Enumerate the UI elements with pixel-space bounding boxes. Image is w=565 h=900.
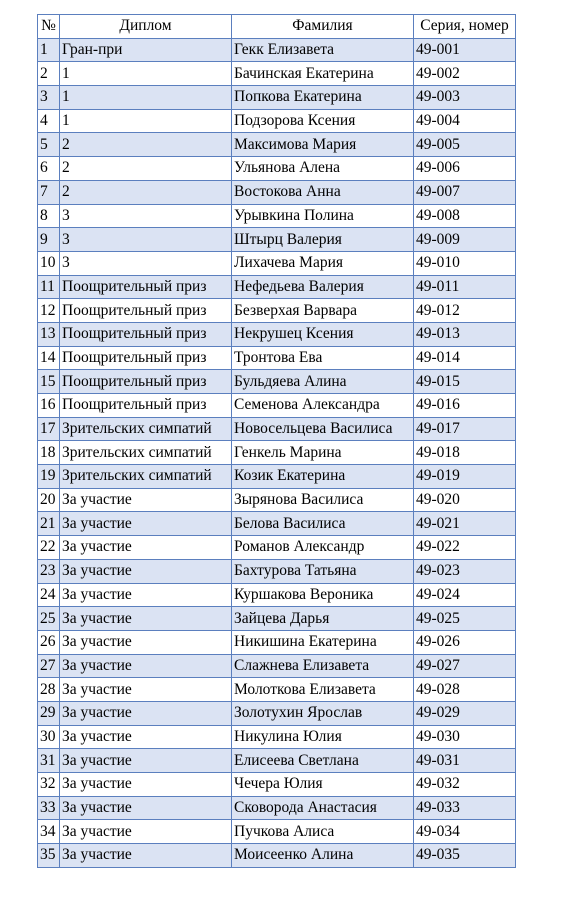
cell-series-number: 49-017 <box>414 417 516 441</box>
cell-number: 6 <box>38 157 60 181</box>
table-body <box>38 38 516 867</box>
cell-series-number: 49-012 <box>414 299 516 323</box>
cell-series-number: 49-033 <box>414 796 516 820</box>
cell-surname: Новосельцева Василиса <box>232 417 414 441</box>
cell-number: 8 <box>38 204 60 228</box>
cell-number: 18 <box>38 441 60 465</box>
table-row <box>38 465 516 489</box>
cell-number: 11 <box>38 275 60 299</box>
cell-surname: Подзорова Ксения <box>232 109 414 133</box>
table-row <box>38 228 516 252</box>
table-row <box>38 322 516 346</box>
cell-number: 25 <box>38 607 60 631</box>
cell-series-number: 49-015 <box>414 370 516 394</box>
cell-diploma: 3 <box>60 251 232 275</box>
cell-series-number: 49-013 <box>414 322 516 346</box>
cell-series-number: 49-005 <box>414 133 516 157</box>
cell-series-number: 49-010 <box>414 251 516 275</box>
cell-series-number: 49-022 <box>414 536 516 560</box>
cell-number: 12 <box>38 299 60 323</box>
table-row <box>38 109 516 133</box>
cell-diploma: Зрительских симпатий <box>60 465 232 489</box>
cell-series-number: 49-008 <box>414 204 516 228</box>
table-row <box>38 796 516 820</box>
cell-diploma: За участие <box>60 725 232 749</box>
table-row <box>38 417 516 441</box>
cell-diploma: За участие <box>60 844 232 868</box>
table-row <box>38 157 516 181</box>
cell-series-number: 49-027 <box>414 654 516 678</box>
cell-surname: Моисеенко Алина <box>232 844 414 868</box>
cell-series-number: 49-026 <box>414 630 516 654</box>
cell-number: 5 <box>38 133 60 157</box>
cell-series-number: 49-024 <box>414 583 516 607</box>
cell-surname: Бульдяева Алина <box>232 370 414 394</box>
cell-diploma: За участие <box>60 654 232 678</box>
cell-diploma: За участие <box>60 820 232 844</box>
cell-surname: Бахтурова Татьяна <box>232 559 414 583</box>
cell-number: 4 <box>38 109 60 133</box>
cell-diploma: За участие <box>60 630 232 654</box>
header-number: № <box>38 15 60 39</box>
cell-surname: Сковорода Анастасия <box>232 796 414 820</box>
cell-series-number: 49-032 <box>414 773 516 797</box>
cell-series-number: 49-025 <box>414 607 516 631</box>
cell-number: 17 <box>38 417 60 441</box>
table-row <box>38 370 516 394</box>
cell-diploma: 2 <box>60 133 232 157</box>
table-row <box>38 536 516 560</box>
table-row <box>38 654 516 678</box>
cell-diploma: За участие <box>60 678 232 702</box>
cell-surname: Белова Василиса <box>232 512 414 536</box>
cell-diploma: Гран-при <box>60 38 232 62</box>
cell-surname: Штырц Валерия <box>232 228 414 252</box>
cell-diploma: За участие <box>60 559 232 583</box>
cell-series-number: 49-031 <box>414 749 516 773</box>
table-row <box>38 394 516 418</box>
cell-surname: Семенова Александра <box>232 394 414 418</box>
cell-number: 21 <box>38 512 60 536</box>
table-row <box>38 133 516 157</box>
cell-diploma: Поощрительный приз <box>60 299 232 323</box>
table-row <box>38 749 516 773</box>
table-row <box>38 38 516 62</box>
cell-number: 26 <box>38 630 60 654</box>
table-row <box>38 701 516 725</box>
cell-surname: Ульянова Алена <box>232 157 414 181</box>
cell-series-number: 49-019 <box>414 465 516 489</box>
cell-number: 20 <box>38 488 60 512</box>
header-surname: Фамилия <box>232 15 414 39</box>
cell-diploma: За участие <box>60 796 232 820</box>
table-row <box>38 275 516 299</box>
header-diploma: Диплом <box>60 15 232 39</box>
cell-number: 35 <box>38 844 60 868</box>
cell-surname: Урывкина Полина <box>232 204 414 228</box>
cell-number: 29 <box>38 701 60 725</box>
table-row <box>38 251 516 275</box>
cell-diploma: 3 <box>60 228 232 252</box>
cell-surname: Козик Екатерина <box>232 465 414 489</box>
cell-diploma: Поощрительный приз <box>60 394 232 418</box>
cell-number: 27 <box>38 654 60 678</box>
cell-surname: Востокова Анна <box>232 180 414 204</box>
cell-surname: Генкель Марина <box>232 441 414 465</box>
cell-surname: Золотухин Ярослав <box>232 701 414 725</box>
cell-number: 1 <box>38 38 60 62</box>
cell-diploma: Поощрительный приз <box>60 275 232 299</box>
cell-surname: Романов Александр <box>232 536 414 560</box>
cell-surname: Молоткова Елизавета <box>232 678 414 702</box>
cell-surname: Слажнева Елизавета <box>232 654 414 678</box>
cell-number: 34 <box>38 820 60 844</box>
table-row <box>38 62 516 86</box>
cell-series-number: 49-001 <box>414 38 516 62</box>
cell-series-number: 49-004 <box>414 109 516 133</box>
cell-series-number: 49-011 <box>414 275 516 299</box>
table-row <box>38 204 516 228</box>
cell-surname: Бачинская Екатерина <box>232 62 414 86</box>
cell-number: 13 <box>38 322 60 346</box>
table-row <box>38 678 516 702</box>
cell-diploma: 3 <box>60 204 232 228</box>
cell-surname: Тронтова Ева <box>232 346 414 370</box>
cell-series-number: 49-007 <box>414 180 516 204</box>
table-row <box>38 607 516 631</box>
cell-number: 23 <box>38 559 60 583</box>
cell-series-number: 49-002 <box>414 62 516 86</box>
cell-diploma: За участие <box>60 607 232 631</box>
cell-number: 7 <box>38 180 60 204</box>
cell-diploma: Зрительских симпатий <box>60 441 232 465</box>
table-header-row <box>38 15 516 39</box>
cell-diploma: За участие <box>60 512 232 536</box>
cell-diploma: За участие <box>60 583 232 607</box>
cell-number: 24 <box>38 583 60 607</box>
cell-surname: Нефедьева Валерия <box>232 275 414 299</box>
table-row <box>38 773 516 797</box>
cell-number: 2 <box>38 62 60 86</box>
cell-series-number: 49-020 <box>414 488 516 512</box>
cell-number: 16 <box>38 394 60 418</box>
cell-series-number: 49-009 <box>414 228 516 252</box>
cell-number: 28 <box>38 678 60 702</box>
table-row <box>38 725 516 749</box>
table-row <box>38 86 516 110</box>
cell-series-number: 49-029 <box>414 701 516 725</box>
table-row <box>38 844 516 868</box>
cell-series-number: 49-003 <box>414 86 516 110</box>
cell-series-number: 49-028 <box>414 678 516 702</box>
cell-diploma: За участие <box>60 773 232 797</box>
cell-series-number: 49-018 <box>414 441 516 465</box>
diploma-table-container <box>37 14 516 868</box>
cell-surname: Зырянова Василиса <box>232 488 414 512</box>
cell-number: 31 <box>38 749 60 773</box>
cell-number: 22 <box>38 536 60 560</box>
cell-diploma: Поощрительный приз <box>60 322 232 346</box>
cell-series-number: 49-016 <box>414 394 516 418</box>
cell-series-number: 49-034 <box>414 820 516 844</box>
cell-diploma: Поощрительный приз <box>60 370 232 394</box>
cell-series-number: 49-035 <box>414 844 516 868</box>
cell-number: 30 <box>38 725 60 749</box>
table-row <box>38 512 516 536</box>
table-row <box>38 559 516 583</box>
cell-series-number: 49-006 <box>414 157 516 181</box>
cell-surname: Некрушец Ксения <box>232 322 414 346</box>
cell-diploma: За участие <box>60 701 232 725</box>
cell-surname: Пучкова Алиса <box>232 820 414 844</box>
cell-surname: Куршакова Вероника <box>232 583 414 607</box>
cell-diploma: 1 <box>60 109 232 133</box>
cell-number: 32 <box>38 773 60 797</box>
cell-diploma: За участие <box>60 536 232 560</box>
cell-number: 9 <box>38 228 60 252</box>
table-row <box>38 488 516 512</box>
table-row <box>38 441 516 465</box>
table-row <box>38 299 516 323</box>
table-row <box>38 630 516 654</box>
cell-diploma: 2 <box>60 157 232 181</box>
cell-series-number: 49-023 <box>414 559 516 583</box>
cell-diploma: 1 <box>60 62 232 86</box>
table-row <box>38 820 516 844</box>
cell-surname: Максимова Мария <box>232 133 414 157</box>
table-row <box>38 180 516 204</box>
cell-series-number: 49-021 <box>414 512 516 536</box>
cell-number: 10 <box>38 251 60 275</box>
cell-diploma: 2 <box>60 180 232 204</box>
cell-surname: Зайцева Дарья <box>232 607 414 631</box>
cell-diploma: Зрительских симпатий <box>60 417 232 441</box>
cell-number: 14 <box>38 346 60 370</box>
cell-series-number: 49-030 <box>414 725 516 749</box>
cell-surname: Лихачева Мария <box>232 251 414 275</box>
cell-surname: Чечера Юлия <box>232 773 414 797</box>
cell-number: 15 <box>38 370 60 394</box>
header-series-number: Серия, номер <box>414 15 516 39</box>
cell-surname: Елисеева Светлана <box>232 749 414 773</box>
cell-surname: Никишина Екатерина <box>232 630 414 654</box>
cell-surname: Попкова Екатерина <box>232 86 414 110</box>
cell-surname: Никулина Юлия <box>232 725 414 749</box>
cell-number: 33 <box>38 796 60 820</box>
cell-diploma: За участие <box>60 749 232 773</box>
cell-diploma: Поощрительный приз <box>60 346 232 370</box>
cell-number: 3 <box>38 86 60 110</box>
cell-number: 19 <box>38 465 60 489</box>
table-row <box>38 346 516 370</box>
table-row <box>38 583 516 607</box>
cell-series-number: 49-014 <box>414 346 516 370</box>
cell-surname: Гекк Елизавета <box>232 38 414 62</box>
diploma-table <box>37 14 516 868</box>
cell-surname: Безверхая Варвара <box>232 299 414 323</box>
cell-diploma: За участие <box>60 488 232 512</box>
cell-diploma: 1 <box>60 86 232 110</box>
